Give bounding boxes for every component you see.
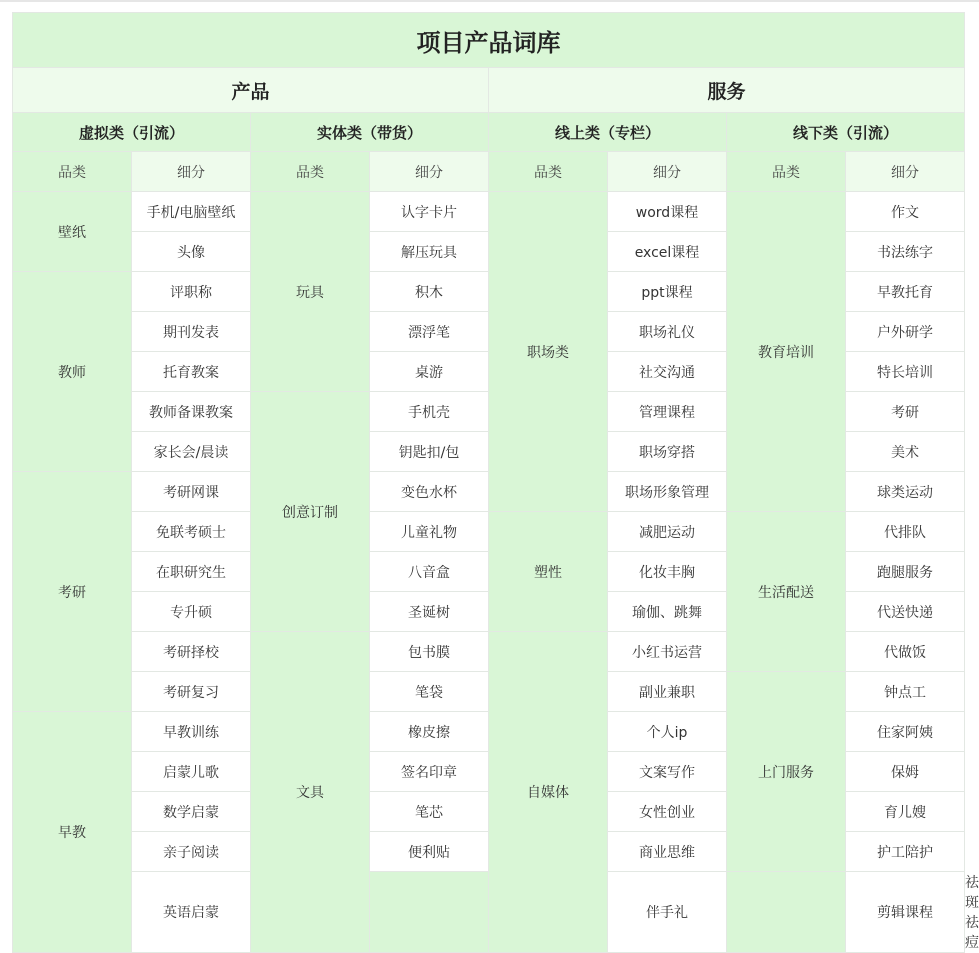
item-cell: 瑜伽、跳舞 <box>608 592 727 632</box>
item-cell: 伴手礼 <box>608 872 727 953</box>
item-cell: 托育教案 <box>132 352 251 392</box>
category-cell: 玩具 <box>251 192 370 392</box>
item-cell: 职场形象管理 <box>608 472 727 512</box>
item-cell: 签名印章 <box>370 752 489 792</box>
item-cell: 文案写作 <box>608 752 727 792</box>
item-cell: 在职研究生 <box>132 552 251 592</box>
item-cell: 变色水杯 <box>370 472 489 512</box>
item-cell: 商业思维 <box>608 832 727 872</box>
item-cell: 小红书运营 <box>608 632 727 672</box>
col-header-category: 品类 <box>13 152 132 192</box>
category-cell <box>727 872 846 953</box>
category-cell: 创意订制 <box>251 392 370 632</box>
item-cell: excel课程 <box>608 232 727 272</box>
category-cell: 生活配送 <box>727 512 846 672</box>
item-cell: 便利贴 <box>370 832 489 872</box>
item-cell: 解压玩具 <box>370 232 489 272</box>
item-cell: 户外研学 <box>846 312 965 352</box>
item-cell: 美术 <box>846 432 965 472</box>
item-cell: 笔袋 <box>370 672 489 712</box>
item-cell: 数学启蒙 <box>132 792 251 832</box>
item-cell: 早教托育 <box>846 272 965 312</box>
item-cell: 手机/电脑壁纸 <box>132 192 251 232</box>
category-cell: 教育培训 <box>727 192 846 512</box>
item-cell: 圣诞树 <box>370 592 489 632</box>
item-cell: 家长会/晨读 <box>132 432 251 472</box>
item-cell: 化妆丰胸 <box>608 552 727 592</box>
sub-online: 线上类（专栏） <box>489 113 727 152</box>
item-cell: 代送快递 <box>846 592 965 632</box>
item-cell: 个人ip <box>608 712 727 752</box>
category-cell: 上门服务 <box>727 672 846 872</box>
item-cell: 作文 <box>846 192 965 232</box>
item-cell: 女性创业 <box>608 792 727 832</box>
col-header-subdivision: 细分 <box>370 152 489 192</box>
item-cell: 代排队 <box>846 512 965 552</box>
item-cell: 职场穿搭 <box>608 432 727 472</box>
item-cell: 八音盒 <box>370 552 489 592</box>
col-header-subdivision: 细分 <box>846 152 965 192</box>
col-header-subdivision: 细分 <box>132 152 251 192</box>
item-cell: 保姆 <box>846 752 965 792</box>
item-cell: 认字卡片 <box>370 192 489 232</box>
item-cell: 考研网课 <box>132 472 251 512</box>
item-cell: 教师备课教案 <box>132 392 251 432</box>
col-header-subdivision: 细分 <box>608 152 727 192</box>
item-cell: 剪辑课程 <box>846 872 965 953</box>
category-cell: 塑性 <box>489 512 608 632</box>
item-cell: 手机壳 <box>370 392 489 432</box>
item-cell: 钥匙扣/包 <box>370 432 489 472</box>
item-cell: ppt课程 <box>608 272 727 312</box>
item-cell: 职场礼仪 <box>608 312 727 352</box>
col-header-category: 品类 <box>489 152 608 192</box>
item-cell: word课程 <box>608 192 727 232</box>
sub-physical: 实体类（带货） <box>251 113 489 152</box>
item-cell: 考研 <box>846 392 965 432</box>
item-cell: 积木 <box>370 272 489 312</box>
item-cell: 儿童礼物 <box>370 512 489 552</box>
sub-offline: 线下类（引流） <box>727 113 965 152</box>
top-divider <box>0 0 979 2</box>
item-cell: 早教训练 <box>132 712 251 752</box>
col-header-category: 品类 <box>251 152 370 192</box>
item-cell: 评职称 <box>132 272 251 312</box>
category-cell: 早教 <box>13 712 132 953</box>
item-cell: 跑腿服务 <box>846 552 965 592</box>
item-cell: 代做饭 <box>846 632 965 672</box>
item-cell: 护工陪护 <box>846 832 965 872</box>
item-cell: 头像 <box>132 232 251 272</box>
item-cell: 期刊发表 <box>132 312 251 352</box>
category-cell: 文具 <box>251 632 370 953</box>
item-cell: 钟点工 <box>846 672 965 712</box>
item-cell: 考研复习 <box>132 672 251 712</box>
item-cell: 副业兼职 <box>608 672 727 712</box>
item-cell: 橡皮擦 <box>370 712 489 752</box>
item-cell: 免联考硕士 <box>132 512 251 552</box>
item-cell: 考研择校 <box>132 632 251 672</box>
item-cell: 包书膜 <box>370 632 489 672</box>
category-cell: 教师 <box>13 272 132 472</box>
item-cell: 住家阿姨 <box>846 712 965 752</box>
group-service: 服务 <box>489 68 965 113</box>
sub-virtual: 虚拟类（引流） <box>13 113 251 152</box>
category-cell: 考研 <box>13 472 132 712</box>
item-cell: 书法练字 <box>846 232 965 272</box>
col-header-category: 品类 <box>727 152 846 192</box>
table-title: 项目产品词库 <box>13 13 965 68</box>
item-cell: 漂浮笔 <box>370 312 489 352</box>
item-cell: 亲子阅读 <box>132 832 251 872</box>
item-cell: 社交沟通 <box>608 352 727 392</box>
item-cell: 管理课程 <box>608 392 727 432</box>
item-cell: 笔芯 <box>370 792 489 832</box>
category-cell: 自媒体 <box>489 632 608 953</box>
category-cell: 壁纸 <box>13 192 132 272</box>
item-cell: 减肥运动 <box>608 512 727 552</box>
category-cell: 职场类 <box>489 192 608 512</box>
item-cell: 桌游 <box>370 352 489 392</box>
item-cell: 球类运动 <box>846 472 965 512</box>
item-cell: 特长培训 <box>846 352 965 392</box>
item-cell: 育儿嫂 <box>846 792 965 832</box>
category-cell <box>370 872 489 953</box>
item-cell: 启蒙儿歌 <box>132 752 251 792</box>
word-library-table: 项目产品词库 产品 服务 虚拟类（引流） 实体类（带货） 线上类（专栏） 线下类（引流） 品类 细分 品类 细分 品类 细分 品类 细分 壁纸 手机/电脑壁纸 玩具 认字卡片 职场类 word课程 教育培训 作文 头像 解压玩具 excel课程 书法练字 教师 评职称 积木 ppt课程 早教托育 期刊发表 漂浮笔 职场礼仪 户外研学 托育教案 桌游 社交沟通 特长培训 教师备课教案 创意订制 手机壳 管理课程 考研 家长会/晨读 钥匙扣/包 职场穿搭 美术 考研 考研网课 变色水杯 职场形象管理 球类运动 免联考硕士 儿童礼物 塑性 减肥运动 生活配送 代排队 在职研究生 八音盒 化妆丰胸 跑腿服务 专升硕 圣诞树 瑜伽、跳舞 代送快递 考研择校 文具 包书膜 自媒体 小红书运营 代做饭 考研复习 笔袋 副业兼职 上门服务 钟点工 早教 早教训练 橡皮擦 个人ip 住家阿姨 启蒙儿歌 签名印章 文案写作 保姆 数学启蒙 笔芯 女性创业 育儿嫂 亲子阅读 便利贴 商业思维 护工陪护 英语启蒙 伴手礼 剪辑课程 祛斑祛痘 <box>12 12 965 953</box>
group-product: 产品 <box>13 68 489 113</box>
item-cell: 英语启蒙 <box>132 872 251 953</box>
item-cell: 专升硕 <box>132 592 251 632</box>
